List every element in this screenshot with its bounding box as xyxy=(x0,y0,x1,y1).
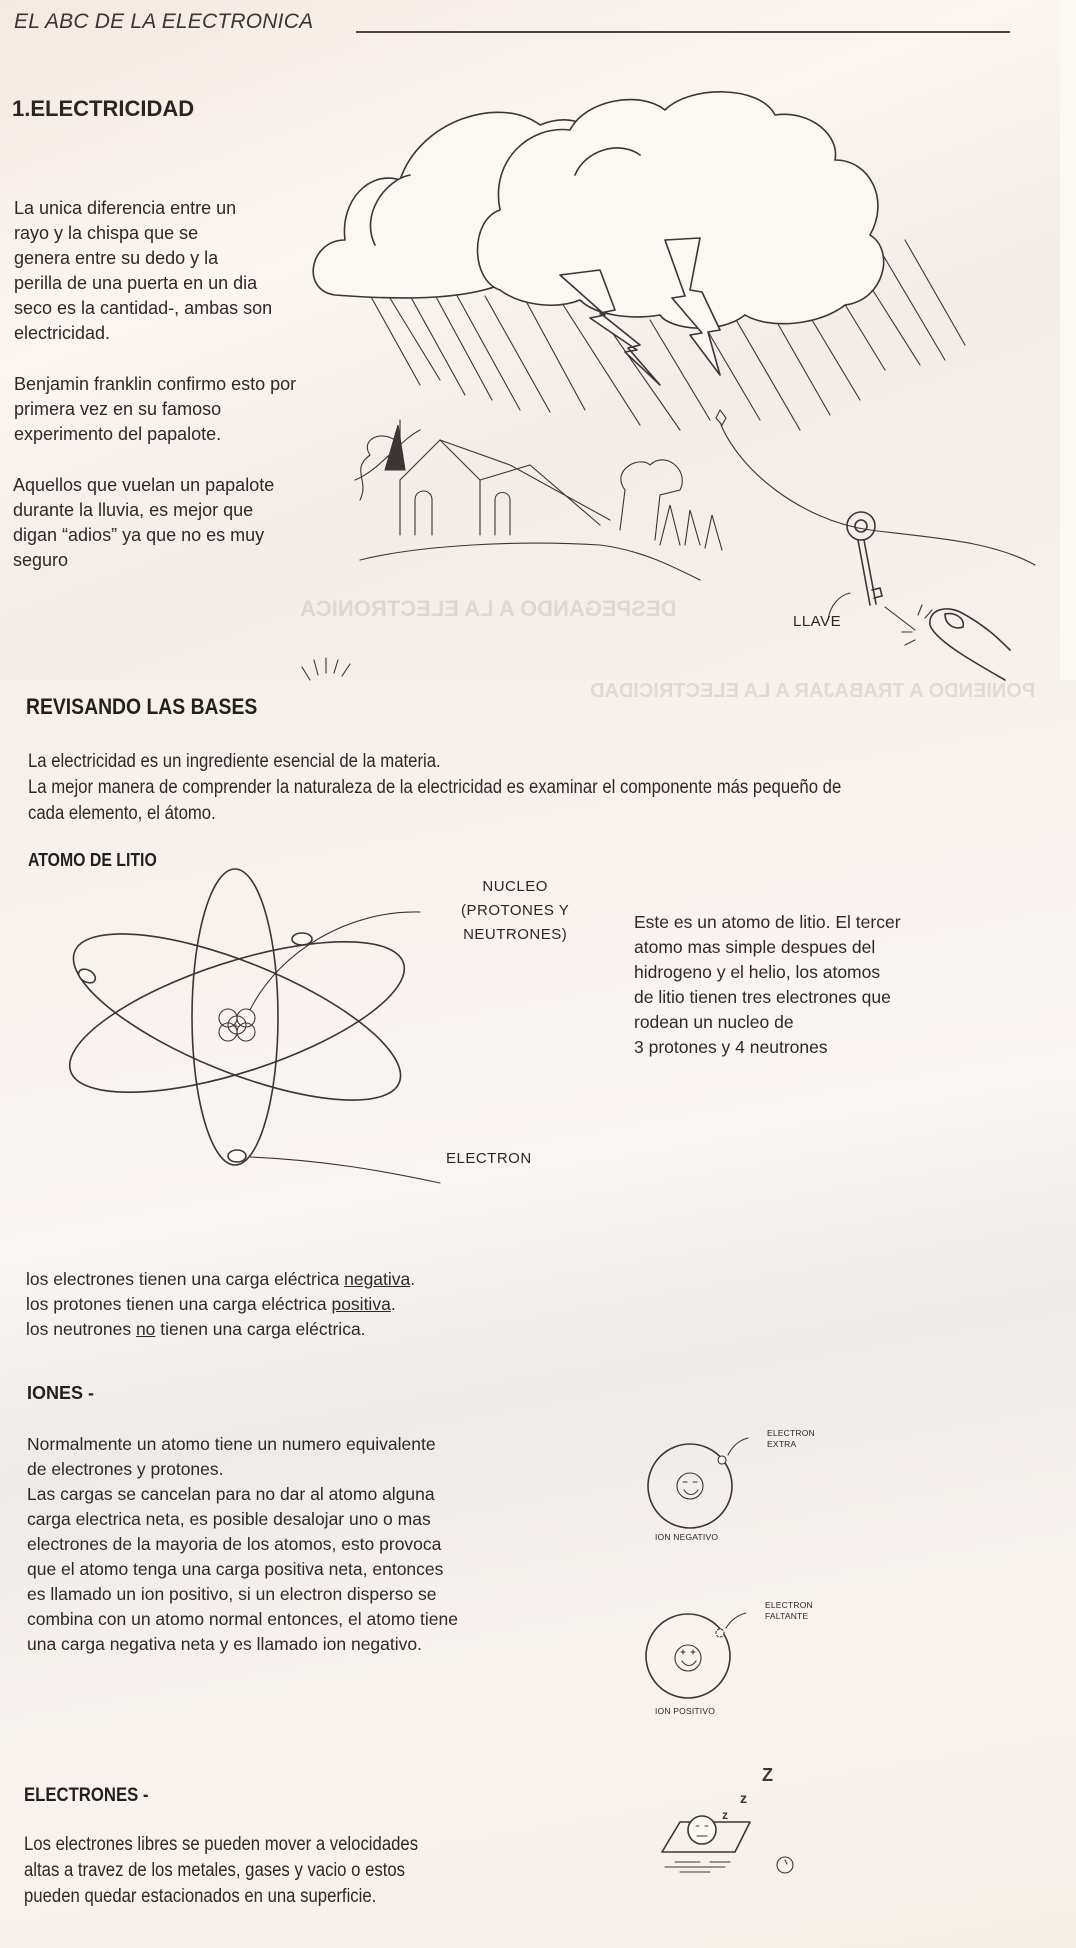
book-title: EL ABC DE LA ELECTRONICA xyxy=(14,10,314,33)
extra-electron-label: ELECTRON EXTRA xyxy=(767,1428,815,1449)
charge-line: los protones tienen una carga eléctrica positiva. xyxy=(26,1294,396,1314)
finger-icon xyxy=(930,609,1010,680)
atom-description: Este es un atomo de litio. El tercer atomo mas simple despues del hidrogeno y el helio, los atomos de litio tienen tres electrones que rodean un nucleo de 3 protones y 4 neutrones xyxy=(634,912,901,1057)
charge-line: los electrones tienen una carga eléctrica negativa. xyxy=(26,1269,416,1289)
charges-list xyxy=(26,1267,415,1342)
paragraph: La unica diferencia entre un rayo y la chispa que se genera entre su dedo y la perilla de una puerta en un dia seco es la cantidad-, ambas son electricidad. xyxy=(14,198,273,343)
kite xyxy=(716,410,1035,565)
ion-diagrams xyxy=(630,1420,830,1740)
paragraph: Aquellos que vuelan un papalote durante la lluvia, es mejor que digan “adios” ya que no es muy seguro xyxy=(13,475,275,570)
nucleus-label: NUCLEO (PROTONES Y NEUTRONES) xyxy=(461,878,570,943)
section-title: REVISANDO LAS BASES xyxy=(26,694,258,719)
sleeping-electron-illustration xyxy=(640,1770,810,1900)
electrons-paragraph: Los electrones libres se pueden mover a velocidades altas a travez de los metales, gases y vacio o estos pueden quedar estacionados en una superficie. xyxy=(24,1834,419,1907)
missing-electron-label: ELECTRON FALTANTE xyxy=(765,1600,813,1621)
bleed-through-text: PONIENDO A TRABAJAR A LA ELECTRICIDAD xyxy=(590,680,1036,702)
section-title: 1.ELECTRICIDAD xyxy=(12,96,195,121)
nucleus-icon xyxy=(219,1009,255,1041)
positive-ion-icon xyxy=(646,1613,746,1698)
intro-paragraph: La electricidad es un ingrediente esencial de la materia. La mejor manera de comprender la naturaleza de la electricidad es examinar el componente más pequeño de cada elemento, el átomo. xyxy=(28,751,842,824)
positive-ion-caption: ION POSITIVO xyxy=(655,1706,716,1716)
sleep-z: z xyxy=(740,1790,747,1806)
ions-title: IONES - xyxy=(27,1383,95,1403)
electron-label: ELECTRON xyxy=(446,1150,532,1167)
bleed-through-text: DESPEGANDO A LA ELECTRONICA xyxy=(300,596,677,621)
sleep-z: Z xyxy=(762,1765,773,1785)
callout-arrow xyxy=(726,1613,746,1628)
negative-ion-caption: ION NEGATIVO xyxy=(655,1532,719,1542)
key-label: LLAVE xyxy=(793,613,842,630)
church-sketch xyxy=(355,420,722,580)
storm-illustration xyxy=(0,0,1076,680)
ions-paragraph: Normalmente un atomo tiene un numero equivalente de electrones y protones. Las cargas se cancelan para no dar al atomo alguna carga electrica neta, es posible desalojar uno o mas electrones de la mayoria de los atomos, esto provoca que el atomo tenga una carga positiva neta, entonces es llamado un ion positivo, si un electron disperso se combina con un atomo normal entonces, el atomo tiene una carga negativa neta y es llamado ion negativo. xyxy=(27,1434,458,1654)
svg-text:+: + xyxy=(233,1022,239,1033)
orbit-vertical xyxy=(192,869,278,1165)
negative-ion-icon xyxy=(648,1438,748,1528)
key-icon xyxy=(847,512,882,605)
spark-icon xyxy=(885,605,932,645)
atom-title: ATOMO DE LITIO xyxy=(28,850,157,870)
electrons-title: ELECTRONES - xyxy=(24,1785,149,1806)
paragraph: Benjamin franklin confirmo esto por primera vez en su famoso experimento del papalote. xyxy=(14,374,297,444)
spark-burst-icon xyxy=(302,658,350,680)
charge-line: los neutrones no tienen una carga eléctrica. xyxy=(26,1319,366,1339)
callout-arrow xyxy=(728,1438,748,1455)
electron-callout-arrow xyxy=(250,1157,440,1183)
sleep-z: z xyxy=(722,1808,728,1822)
